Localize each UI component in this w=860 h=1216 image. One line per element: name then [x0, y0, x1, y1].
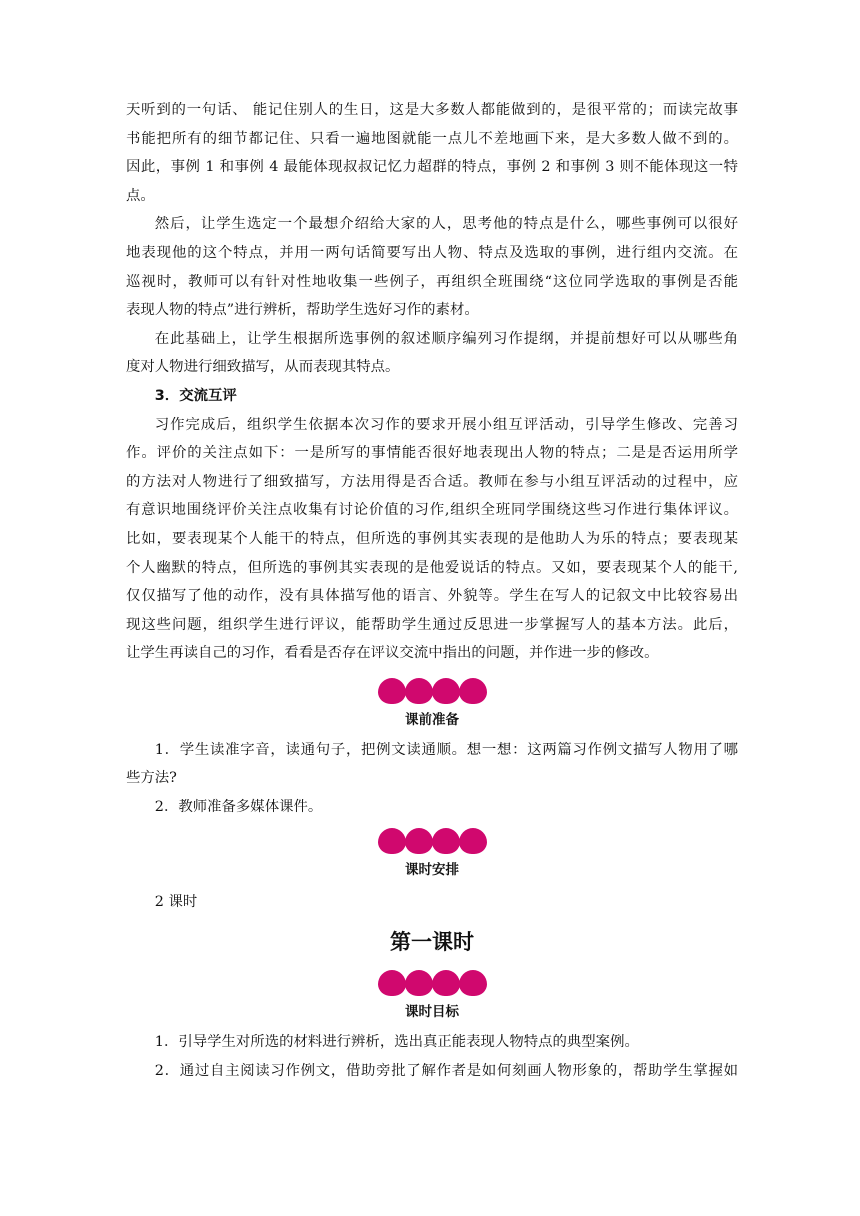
goal-2 — [126, 1057, 738, 1086]
text-line: 作。评价的关注点如下：一是所写的事情能否很好地表现出人物的特点；二是是否运用所学 — [126, 445, 738, 462]
text-line: 的方法对人物进行了细致描写，方法用得是否合适。教师在参与小组互评活动的过程中，应 — [126, 473, 738, 490]
text-line: 些方法? — [126, 770, 177, 787]
text-line: 表现人物的特点”进行辨析，帮助学生选好习作的素材。 — [126, 302, 479, 319]
section-banner-prep — [126, 678, 738, 730]
text-line: 巡视时，教师可以有针对性地收集一些例子，再组织全班围绕“这位同学选取的事例是否能 — [126, 273, 738, 290]
text-line: 书能把所有的细节都记住、只看一遍地图就能一点儿不差地画下来，是大多数人做不到的。 — [126, 130, 738, 147]
paragraph-3 — [126, 325, 738, 382]
text-line: 现这些问题，组织学生进行评议，能帮助学生通过反思进一步掌握写人的基本方法。此后， — [126, 616, 738, 633]
banner-dots-icon — [378, 678, 486, 704]
text-line: 有意识地围绕评价关注点收集有讨论价值的习作,组织全班同学围绕这些习作进行集体评议。 — [126, 502, 738, 519]
text-line: 比如，要表现某个人能干的特点，但所选的事例其实表现的是他助人为乐的特点；要表现某 — [126, 530, 738, 547]
prep-item-2: 2．教师准备多媒体课件。 — [154, 799, 323, 816]
section-banner-schedule — [126, 828, 738, 880]
lesson-title: 第一课时 — [390, 930, 474, 955]
text-line: 地表现他的这个特点，并用一两句话简要写出人物、特点及选取的事例，进行组内交流。在 — [126, 244, 738, 261]
text-line: 度对人物进行细致描写，从而表现其特点。 — [126, 359, 400, 376]
text-line: 点。 — [126, 187, 155, 204]
text-line: 然后，让学生选定一个最想介绍给大家的人，思考他的特点是什么，哪些事例可以很好 — [154, 216, 738, 233]
text-line: 仅仅描写了他的动作，没有具体描写他的语言、外貌等。学生在写人的记叙文中比较容易出 — [126, 588, 738, 605]
paragraph-2 — [126, 210, 738, 324]
prep-item-1 — [126, 736, 738, 793]
text-line: 天听到的一句话、 能记住别人的生日，这是大多数人都能做到的，是很平常的；而读完故事 — [126, 102, 738, 118]
section-banner-goals — [126, 970, 738, 1022]
banner-label: 课时安排 — [405, 861, 459, 878]
banner-dots-icon — [378, 970, 486, 996]
text-line: 在此基础上，让学生根据所选事例的叙述顺序编列习作提纲，并提前想好可以从哪些角 — [154, 330, 738, 347]
section-heading: 3．交流互评 — [154, 387, 237, 404]
paragraph-4 — [126, 411, 738, 668]
banner-label: 课前准备 — [405, 711, 459, 728]
text-line: 1．学生读准字音，读通句子，把例文读通顺。想一想：这两篇习作例文描写人物用了哪 — [154, 741, 738, 758]
document-page — [126, 96, 738, 1085]
paragraph-1 — [126, 96, 738, 210]
goal-1: 1．引导学生对所选的材料进行辨析，选出真正能表现人物特点的典型案例。 — [154, 1034, 639, 1051]
text-line: 让学生再读自己的习作，看看是否存在评议交流中指出的问题，并作进一步的修改。 — [126, 645, 659, 662]
banner-dots-icon — [378, 828, 486, 854]
text-line: 个人幽默的特点，但所选的事例其实表现的是他爱说话的特点。又如，要表现某个人的能干, — [126, 559, 738, 576]
text-line: 2．通过自主阅读习作例文，借助旁批了解作者是如何刻画人物形象的，帮助学生掌握如 — [154, 1062, 738, 1079]
text-line: 习作完成后，组织学生依据本次习作的要求开展小组互评活动，引导学生修改、完善习 — [154, 416, 738, 433]
text-line: 因此，事例 1 和事例 4 最能体现叔叔记忆力超群的特点，事例 2 和事例 3 则不能体现这一特 — [126, 159, 738, 176]
schedule-text: 2 课时 — [154, 893, 198, 910]
banner-label: 课时目标 — [405, 1004, 459, 1021]
